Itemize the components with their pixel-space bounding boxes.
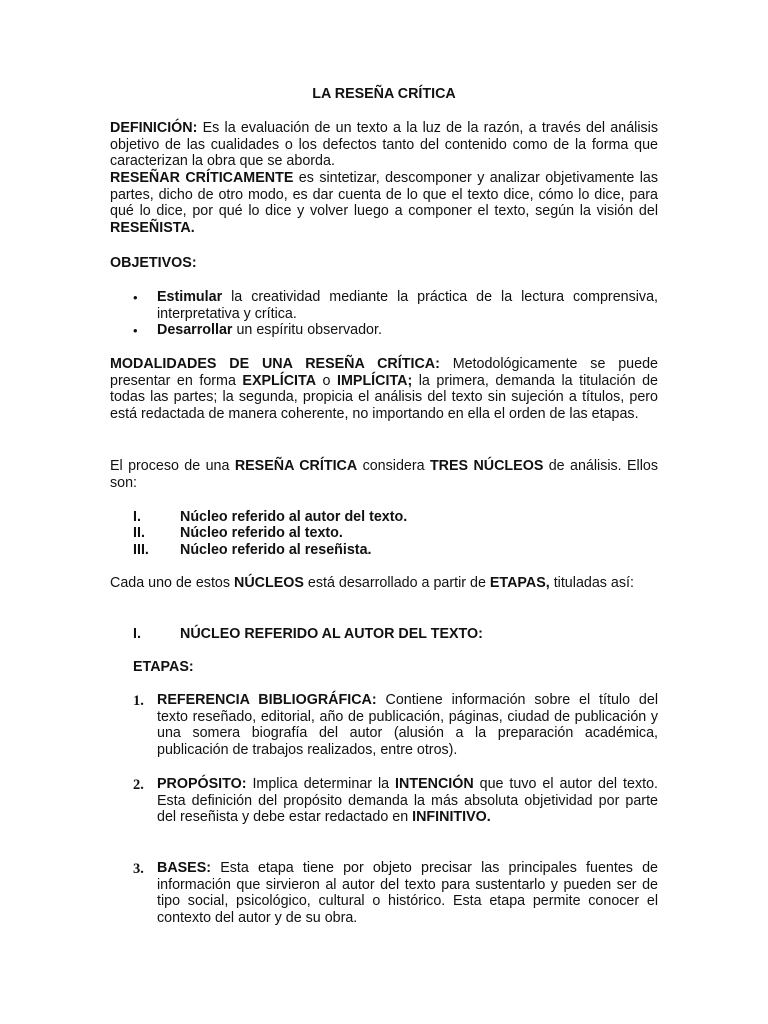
definition-text: Es la evaluación de un texto a la luz de la razón, a través del análisis objetivo de las cualidades o los defectos tanto del contenido como de la forma que caracterizan la obra que se aborda. [110, 120, 658, 170]
proceso-text: El proceso de una [110, 458, 235, 474]
etapa-text: que tuvo el autor del texto. Esta definición del propósito demanda la más absoluta objetividad por parte del reseñista y debe estar redactado en [157, 776, 658, 826]
etapa-item [157, 692, 658, 758]
proceso-text: de análisis. Ellos son: [110, 458, 659, 491]
nucleo-item: Núcleo referido al autor del texto. [180, 509, 408, 525]
objective-text: un espíritu observador. [232, 322, 382, 338]
nucleo-item: Núcleo referido al reseñista. [180, 542, 372, 558]
implicita-term: IMPLÍCITA; [337, 372, 413, 389]
etapa-label: REFERENCIA BIBLIOGRÁFICA: [157, 692, 377, 708]
nucleo-number: III. [133, 542, 149, 558]
definition-label: DEFINICIÓN: [110, 120, 198, 136]
resenista-label: RESEÑISTA. [110, 219, 195, 236]
resena-critica-term: RESEÑA CRÍTICA [234, 458, 358, 474]
objetivos-heading: OBJETIVOS: [110, 255, 197, 271]
modalidades-paragraph [110, 356, 658, 422]
section-heading: NÚCLEO REFERIDO AL AUTOR DEL TEXTO: [180, 626, 483, 642]
etapa-item [157, 860, 658, 926]
explicita-term: EXPLÍCITA [242, 372, 317, 389]
cada-uno-paragraph [110, 575, 658, 592]
document-title: LA RESEÑA CRÍTICA [312, 86, 456, 102]
modalidades-text: o [316, 372, 338, 389]
etapas-heading: ETAPAS: [133, 659, 194, 675]
etapa-number: 1. [133, 693, 144, 709]
bullet-marker: • [133, 323, 138, 338]
resenar-paragraph [110, 170, 658, 236]
modalidades-text: la primera, demanda la titulación de todas las partes; la segunda, propicia el análisis del texto sin sujeción a títulos, pero está redactada de manera coherente, no importando en ella el orden de las etapas. [110, 372, 658, 422]
objective-verb: Estimular [157, 289, 223, 305]
nucleo-number: I. [133, 509, 141, 525]
etapa-item [157, 776, 658, 826]
proceso-text: considera [357, 458, 430, 474]
nucleos-term: NÚCLEOS [234, 575, 304, 591]
cada-uno-text: tituladas así: [549, 575, 634, 591]
etapa-text: Esta etapa tiene por objeto precisar las principales fuentes de información que sirvieron al autor del texto para sustentarlo y pueden ser de tipo social, psicológico, cultural o histórico. Esta etapa permite conocer el contexto del autor y de su obra. [157, 860, 658, 926]
modalidades-label: MODALIDADES DE UNA RESEÑA CRÍTICA: [110, 356, 440, 372]
section-number: I. [133, 626, 141, 642]
intencion-term: INTENCIÓN [395, 776, 474, 792]
objective-text: la creatividad mediante la práctica de la lectura comprensiva, interpretativa y crítica. [157, 289, 658, 322]
etapa-label: BASES: [157, 860, 212, 876]
cada-uno-text: Cada uno de estos [110, 575, 234, 591]
etapa-number: 3. [133, 861, 144, 877]
etapa-text: Contiene información sobre el título del texto reseñado, editorial, año de publicación, páginas, ciudad de publicación y una somera biografía del autor (alusión a la preparación académica, publicación de trabajos realizados, entre otros). [157, 692, 658, 758]
objective-item [157, 322, 658, 339]
proceso-paragraph [110, 458, 658, 491]
etapas-term: ETAPAS, [489, 575, 550, 591]
etapa-number: 2. [133, 777, 144, 793]
etapa-label: PROPÓSITO: [157, 776, 247, 792]
infinitivo-term: INFINITIVO. [412, 809, 491, 826]
objective-verb: Desarrollar [157, 322, 233, 338]
definition-paragraph [110, 120, 658, 170]
tres-nucleos-term: TRES NÚCLEOS [429, 458, 544, 474]
cada-uno-text: está desarrollado a partir de [303, 575, 490, 591]
modalidades-text: Metodológicamente se puede presentar en forma [110, 356, 658, 389]
resenar-label: RESEÑAR CRÍTICAMENTE [110, 170, 294, 186]
objective-item [157, 289, 658, 322]
etapa-text: Implica determinar la [246, 776, 396, 792]
bullet-marker: • [133, 290, 138, 305]
resenar-text: es sintetizar, descomponer y analizar objetivamente las partes, dicho de otro modo, es dar cuenta de lo que el texto dice, cómo lo dice, para qué lo dice, por qué lo dice y volver luego a componer el texto, según la visión del [110, 170, 658, 220]
nucleo-item: Núcleo referido al texto. [180, 525, 343, 541]
nucleo-number: II. [133, 525, 145, 541]
